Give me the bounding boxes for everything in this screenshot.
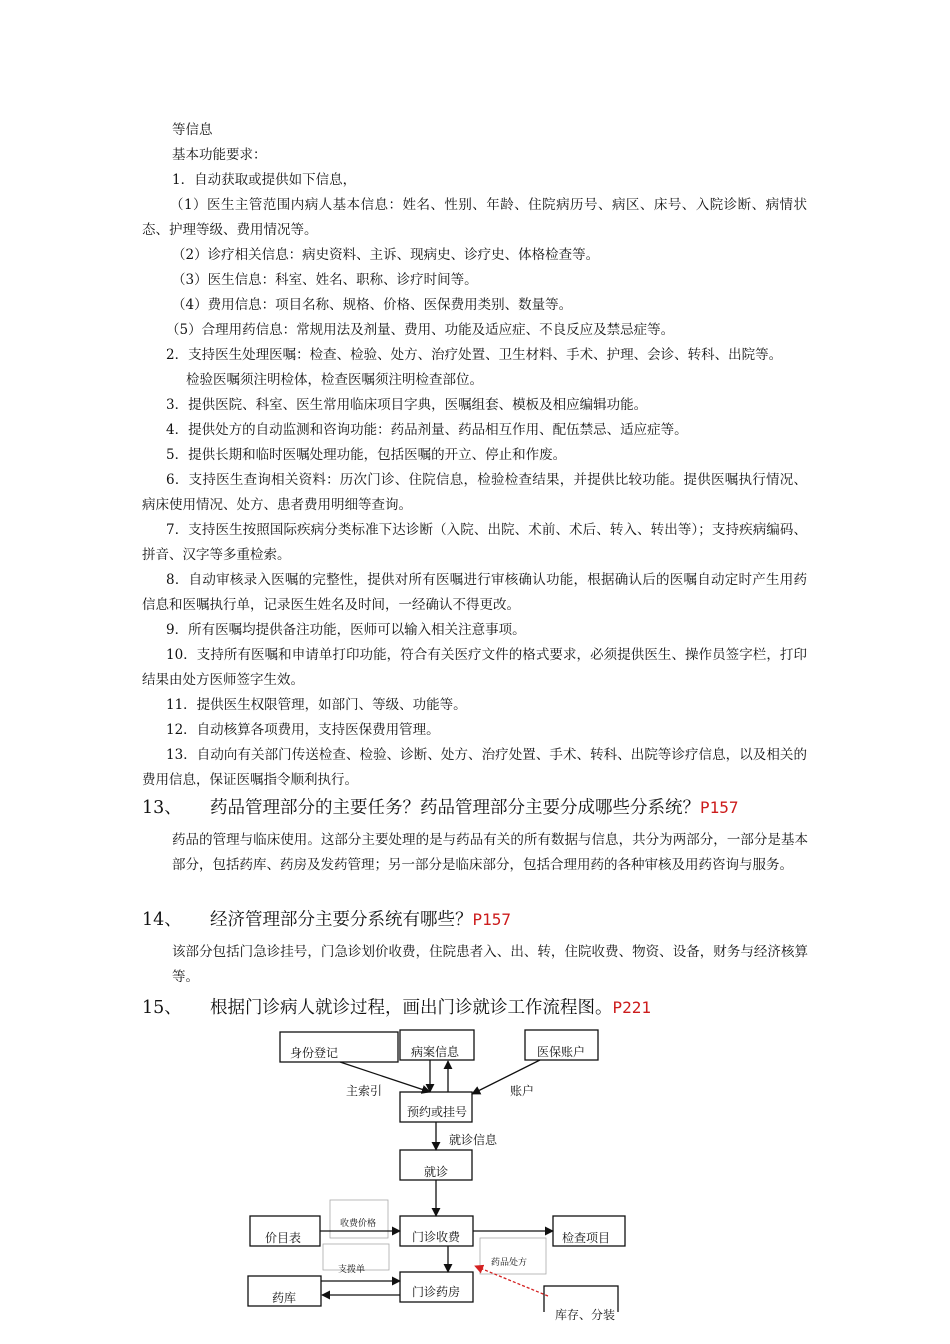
question-title: 根据门诊病人就诊过程，画出门诊就诊工作流程图。: [210, 998, 613, 1018]
label-prescription: 药品处方: [491, 1258, 528, 1268]
list-item-3: 3．提供医院、科室、医生常用临床项目字典，医嘱组套、模板及相应编辑功能。: [166, 397, 648, 413]
label-exam-items: 检查项目: [562, 1231, 611, 1245]
question-title: 经济管理部分主要分系统有哪些？: [210, 910, 473, 930]
label-master-index: 主索引: [346, 1084, 383, 1098]
page-reference: P157: [700, 798, 739, 817]
question-14-answer: 该部分包括门急诊挂号，门急诊划价收费，住院患者入、出、转，住院收费、物资、设备，财务与经济核算等。: [172, 944, 808, 985]
list-item-9: 9．所有医嘱均提供备注功能，医师可以输入相关注意事项。: [166, 622, 526, 638]
page-reference: P221: [612, 998, 652, 1017]
text-basic-requirements: 基本功能要求：: [172, 147, 267, 163]
list-item-5: 5．提供长期和临时医嘱处理功能，包括医嘱的开立、停止和作废。: [166, 447, 567, 463]
question-title: 药品管理部分的主要任务？药品管理部分主要分成哪些分系统？: [210, 798, 700, 818]
question-number: 13、: [142, 798, 182, 818]
sub-item-1: （1）医生主管范围内病人基本信息：姓名、性别、年龄、住院病历号、病区、床号、入院诊断、病情状态、护理等级、费用情况等。: [142, 197, 807, 238]
list-item-6: 6．支持医生查询相关资料：历次门诊、住院信息，检验检查结果，并提供比较功能。提供医嘱执行情况、病床使用情况、处方、患者费用明细等查询。: [142, 472, 807, 513]
sub-item-2: （2）诊疗相关信息：病史资料、主诉、现病史、诊疗史、体格检查等。: [172, 247, 600, 263]
page-reference: P157: [472, 910, 512, 929]
question-number: 15、: [142, 998, 182, 1018]
label-fee-price: 收费价格: [340, 1219, 377, 1229]
label-visit: 就诊: [424, 1165, 449, 1179]
question-13-answer: 药品的管理与临床使用。这部分主要处理的是与药品有关的所有数据与信息，共分为两部分，一部分是基本部分，包括药库、药房及发药管理；另一部分是临床部分，包括合理用药的各种审核及用药咨询与服务。: [172, 832, 808, 873]
label-pharmacy-store: 药库: [272, 1291, 297, 1305]
list-item-2a: 2．支持医生处理医嘱：检查、检验、处方、治疗处置、卫生材料、手术、护理、会诊、转科、出院等。: [166, 347, 783, 363]
list-item-2b: 检验医嘱须注明检体，检查医嘱须注明检查部位。: [186, 372, 483, 388]
text-line-info: 等信息: [172, 122, 213, 138]
list-item-11: 11．提供医生权限管理，如部门、等级、功能等。: [166, 697, 467, 713]
list-item-1: 1．自动获取或提供如下信息，: [172, 172, 357, 188]
list-item-8: 8．自动审核录入医嘱的完整性，提供对所有医嘱进行审核确认功能，根据确认后的医嘱自动定时产生用药信息和医嘱执行单，记录医生姓名及时间，一经确认不得更改。: [142, 572, 807, 613]
list-item-12: 12．自动核算各项费用，支持医保费用管理。: [166, 722, 440, 738]
list-item-4: 4．提供处方的自动监测和咨询功能：药品剂量、药品相互作用、配伍禁忌、适应症等。: [166, 422, 688, 438]
question-number: 14、: [142, 910, 182, 930]
label-stock-cut: 库存、分装: [555, 1308, 616, 1322]
label-medical-record: 病案信息: [411, 1045, 460, 1059]
label-outpatient-pharmacy: 门诊药房: [412, 1285, 461, 1299]
arrow-stock-to-pharmacy: [475, 1266, 548, 1296]
label-visit-info: 就诊信息: [449, 1133, 498, 1147]
label-dispatch-list: 支拨单: [338, 1265, 366, 1275]
list-item-10: 10．支持所有医嘱和申请单打印功能，符合有关医疗文件的格式要求，必须提供医生、操作员签字栏，打印结果由处方医师签字生效。: [142, 647, 807, 688]
sub-item-3: （3）医生信息：科室、姓名、职称、诊疗时间等。: [172, 272, 478, 288]
sub-item-4: （4）费用信息：项目名称、规格、价格、医保费用类别、数量等。: [172, 297, 573, 313]
list-item-13: 13．自动向有关部门传送检查、检验、诊断、处方、治疗处置、手术、转科、出院等诊疗信息，以及相关的费用信息，保证医嘱指令顺利执行。: [142, 747, 807, 788]
label-price-list: 价目表: [265, 1231, 302, 1245]
label-outpatient-charge: 门诊收费: [412, 1230, 461, 1244]
label-account: 账户: [510, 1084, 535, 1098]
sub-item-5: （5）合理用药信息：常规用法及剂量、费用、功能及适应症、不良反应及禁忌症等。: [166, 322, 675, 338]
label-id-register: 身份登记: [290, 1046, 339, 1060]
list-item-7: 7．支持医生按照国际疾病分类标准下达诊断（入院、出院、术前、术后、转入、转出等）；支持疾病编码、拼音、汉字等多重检索。: [142, 522, 807, 563]
label-appointment: 预约或挂号: [407, 1105, 468, 1119]
label-insurance-account: 医保账户: [537, 1045, 586, 1059]
